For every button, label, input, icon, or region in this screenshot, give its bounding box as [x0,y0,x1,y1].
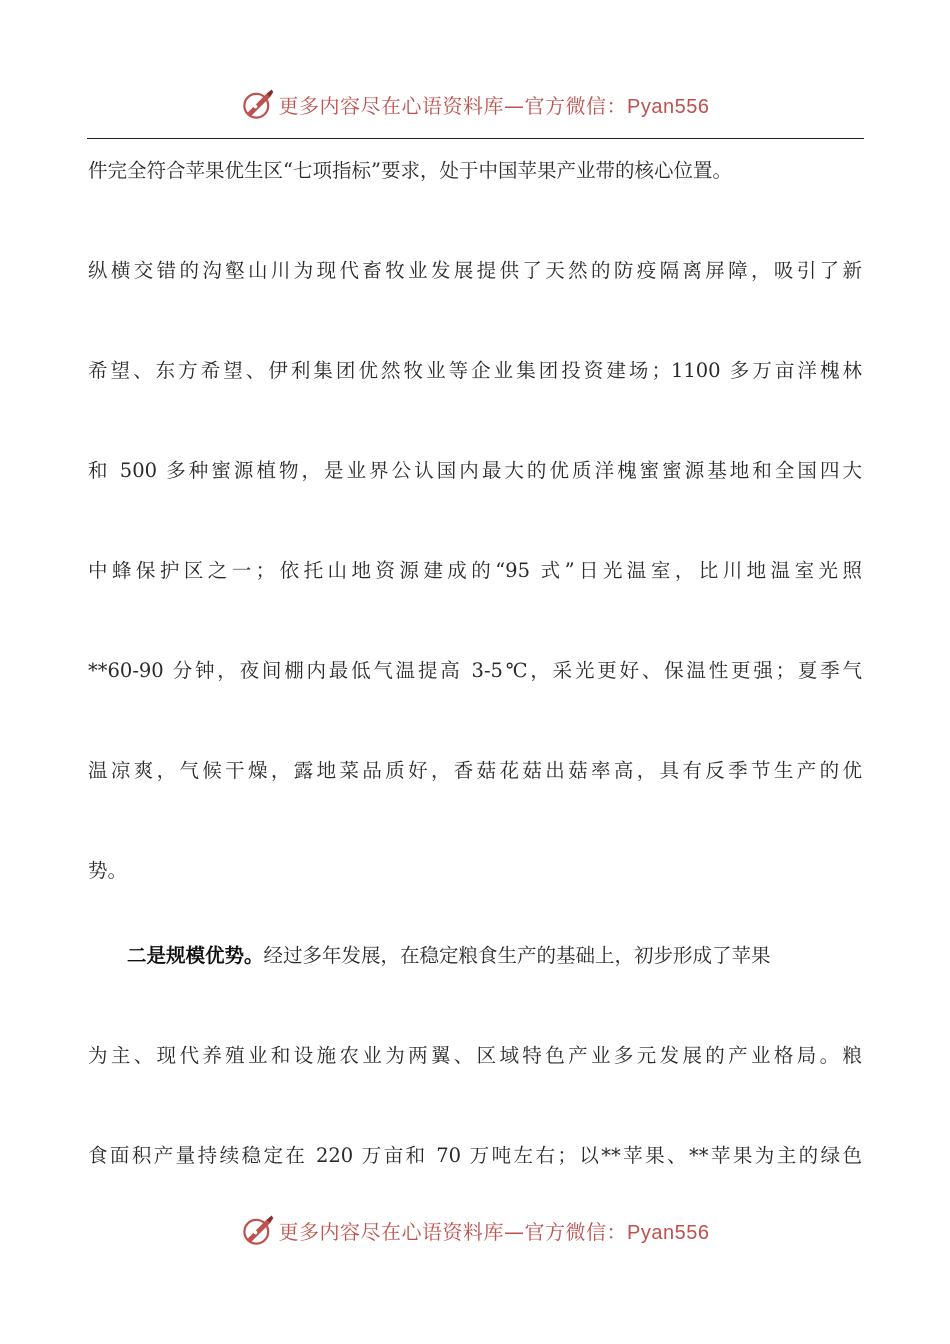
footer-wechat-handle: Pyan556 [627,1221,710,1244]
footer-brand-text: 更多内容尽在心语资料库—官方微信：Pyan556 [278,1219,710,1244]
paragraph-line: 件完全符合苹果优生区“七项指标”要求，处于中国苹果产业带的核心位置。 [88,159,732,182]
section-text: 经过多年发展，在稳定粮食生产的基础上，初步形成了苹果 [263,944,771,967]
paragraph-line: 中蜂保护区之一；依托山地资源建成的“95 式”日光温室，比川地温室光照 [88,559,862,582]
header-wechat-handle: Pyan556 [627,95,710,118]
paragraph-line: 势。 [88,859,128,882]
paragraph-line: 食面积产量持续稳定在 220 万亩和 70 万吨左右；以**苹果、**苹果为主的绿色 [88,1144,862,1167]
footer-banner [0,1210,950,1250]
paragraph-line: 温凉爽，气候干燥，露地菜品质好，香菇花菇出菇率高，具有反季节生产的优 [88,759,862,782]
header-divider [87,138,864,139]
paragraph-line: **60-90 分钟，夜间棚内最低气温提高 3-5℃，采光更好、保温性更强；夏季气 [88,659,862,682]
paragraph-line: 纵横交错的沟壑山川为现代畜牧业发展提供了天然的防疫隔离屏障，吸引了新 [88,259,862,282]
paragraph-line-heading [127,940,862,972]
header-brand-text: 更多内容尽在心语资料库—官方微信：Pyan556 [278,93,710,118]
header-banner [0,84,950,124]
paragraph-line: 为主、现代养殖业和设施农业为两翼、区域特色产业多元发展的产业格局。粮 [88,1044,862,1067]
paragraph-line: 和 500 多种蜜源植物，是业界公认国内最大的优质洋槐蜜蜜源基地和全国四大 [88,459,862,482]
section-heading: 二是规模优势。 [127,944,264,967]
pen-nib-circle-icon [241,1213,275,1247]
paragraph-line: 希望、东方希望、伊利集团优然牧业等企业集团投资建场；1100 多万亩洋槐林 [88,359,862,382]
pen-nib-circle-icon [241,87,275,121]
